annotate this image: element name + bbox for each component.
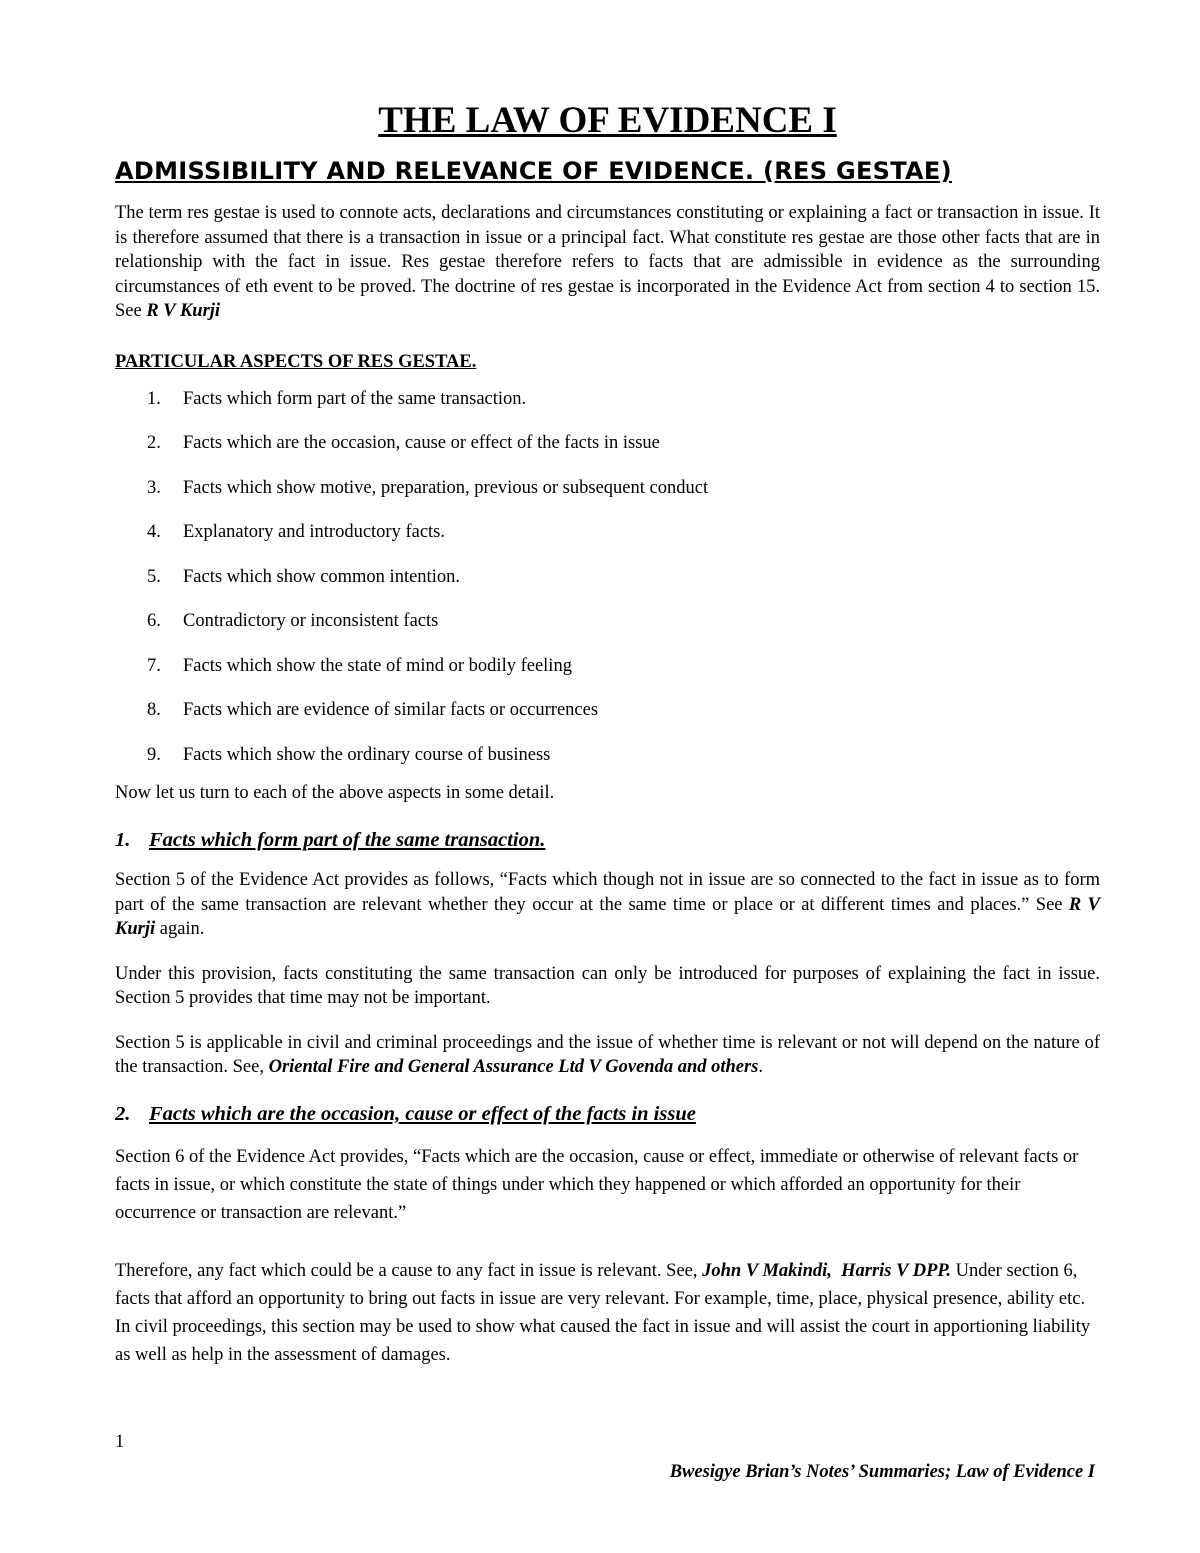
list-item — [115, 565, 1100, 589]
list-item — [115, 698, 1100, 722]
paragraph-text: Therefore, any fact which could be a cause to any fact in issue is relevant. See, — [115, 1260, 703, 1281]
intro-paragraph — [115, 201, 1100, 324]
page-number: 1 — [115, 1432, 125, 1452]
page-subtitle: ADMISSIBILITY AND RELEVANCE OF EVIDENCE. (RES GESTAE) — [115, 156, 952, 185]
section-2-paragraph-1: Section 6 of the Evidence Act provides, “Facts which are the occasion, cause or effect, immediate or otherwise of relevant facts or facts in issue, or which constitute the state of things under which they happened or which afforded an opportunity for their occurrence or transaction are relevant.” — [115, 1146, 1079, 1223]
list-item — [115, 654, 1100, 678]
section-1-paragraph-2: Under this provision, facts constituting the same transaction can only be introduced for purposes of explaining the fact in issue. Section 5 provides that time may not be important. — [115, 963, 1100, 1009]
list-number: 3. — [147, 477, 161, 498]
list-text: Contradictory or inconsistent facts — [183, 611, 439, 632]
list-text: Facts which are the occasion, cause or effect of the facts in issue — [183, 433, 660, 454]
list-number: 8. — [147, 700, 161, 721]
case-citation: John V Makindi, — [702, 1260, 832, 1281]
case-citation: R V Kurji — [146, 301, 221, 322]
case-citation: Oriental Fire and General Assurance Ltd V Govenda and others — [268, 1057, 759, 1078]
section-number: 2. — [115, 1102, 131, 1125]
section-1-paragraph-3 — [115, 1031, 1100, 1080]
case-citation: Harris V DPP. — [841, 1260, 951, 1281]
list-text: Facts which form part of the same transaction. — [183, 388, 527, 409]
paragraph-tail: again. — [155, 919, 205, 940]
section-2-heading — [115, 1102, 1100, 1127]
page-title: THE LAW OF EVIDENCE I — [378, 100, 837, 141]
paragraph-tail: . — [758, 1057, 764, 1078]
section-1-heading — [115, 828, 1100, 853]
aspects-heading: PARTICULAR ASPECTS OF RES GESTAE. — [115, 351, 477, 372]
list-text: Facts which show common intention. — [183, 566, 460, 587]
list-text: Facts which show motive, preparation, previous or subsequent conduct — [183, 477, 709, 498]
list-text: Facts which are evidence of similar facts or occurrences — [183, 700, 599, 721]
list-number: 7. — [147, 655, 161, 676]
section-title: Facts which are the occasion, cause or effect of the facts in issue — [149, 1102, 696, 1125]
list-number: 2. — [147, 433, 161, 454]
list-text: Facts which show the ordinary course of business — [183, 744, 551, 765]
list-item — [115, 387, 1100, 411]
list-number: 4. — [147, 522, 161, 543]
list-item — [115, 476, 1100, 500]
list-item — [115, 520, 1100, 544]
section-number: 1. — [115, 828, 131, 851]
paragraph-text: Section 5 is applicable in civil and criminal proceedings and the issue of whether time is relevant or not will depend on the nature of the transaction. See, — [115, 1032, 1100, 1078]
list-item — [115, 431, 1100, 455]
list-number: 1. — [147, 388, 161, 409]
section-2-paragraph-2 — [115, 1257, 1100, 1369]
paragraph-rest: Under section 6, facts that afford an opportunity to bring out facts in issue are very relevant. For example, time, place, physical presence, ability etc. In civil proceedings, this section may be used to show what caused the fact in issue and will assist the court in apportioning liability as well as help in the assessment of damages. — [115, 1260, 1091, 1365]
page-content — [115, 100, 1100, 1369]
section-1-paragraph-1 — [115, 868, 1100, 942]
list-text: Explanatory and introductory facts. — [183, 522, 445, 543]
transition-paragraph: Now let us turn to each of the above aspects in some detail. — [115, 783, 555, 804]
case-citation: R V Kurji — [115, 894, 1100, 940]
list-item — [115, 609, 1100, 633]
footer-note: Bwesigye Brian’s Notes’ Summaries; Law of Evidence I — [669, 1462, 1095, 1482]
citation-separator — [832, 1261, 841, 1281]
list-number: 9. — [147, 744, 161, 765]
intro-text: The term res gestae is used to connote acts, declarations and circumstances constituting or explaining a fact or transaction in issue. It is therefore assumed that there is a transaction in issue or a principal fact. What constitute res gestae are those other facts that are in relationship with the fact in issue. Res gestae therefore refers to facts that are admissible in evidence as the surrounding circumstances of eth event to be proved. The doctrine of res gestae is incorporated in the Evidence Act from section 4 to section 15. See — [115, 203, 1100, 322]
list-text: Facts which show the state of mind or bodily feeling — [183, 655, 572, 676]
paragraph-text: Section 5 of the Evidence Act provides as follows, “Facts which though not in issue are so connected to the fact in issue as to form part of the same transaction are relevant whether they occur at the same time or place or at different times and places.” See — [115, 870, 1100, 915]
list-number: 6. — [147, 611, 161, 632]
list-number: 5. — [147, 566, 161, 587]
list-item — [115, 743, 1100, 767]
aspects-list — [115, 387, 1100, 767]
section-title: Facts which form part of the same transaction. — [149, 828, 546, 851]
